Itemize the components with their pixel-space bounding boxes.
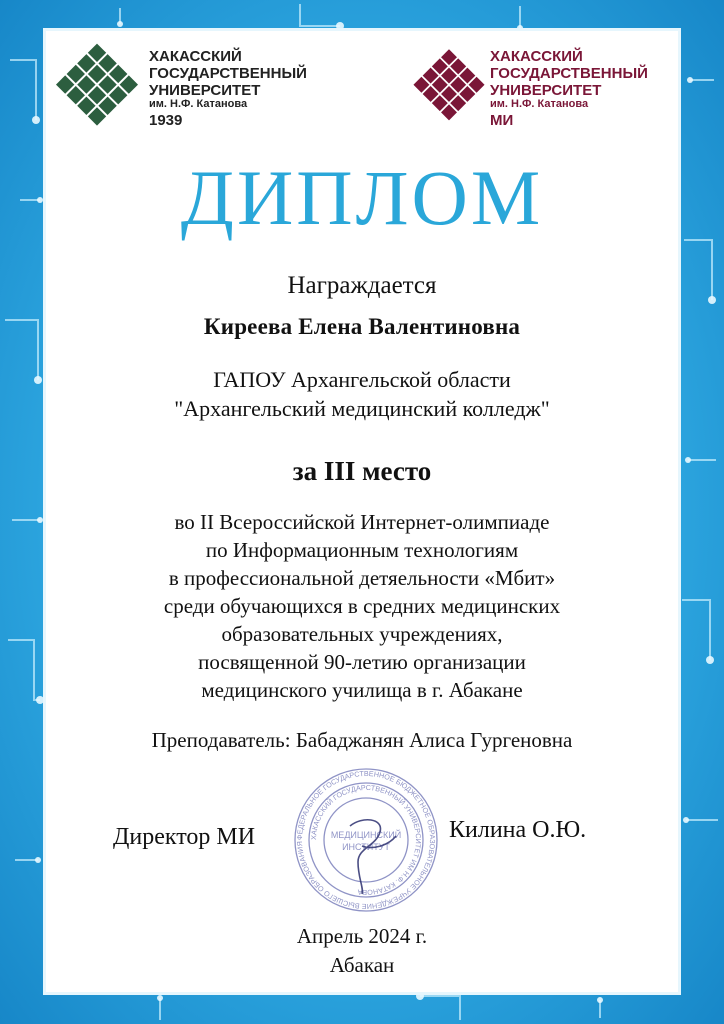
- logo-text-line: УНИВЕРСИТЕТ: [490, 82, 602, 99]
- logo-text-line: ГОСУДАРСТВЕННЫЙ: [149, 65, 307, 82]
- description-line: среди обучающихся в средних медицинских: [163, 594, 561, 618]
- description-line: посвященной 90-летию организации: [198, 650, 526, 674]
- issue-date: Апрель 2024 г.: [296, 924, 428, 948]
- logo-year: 1939: [149, 112, 183, 129]
- university-emblem-icon: [52, 41, 142, 131]
- logo-text-line: ХАКАССКИЙ: [490, 48, 583, 65]
- stamp-center-line: ИНСТИТУТ: [342, 842, 390, 852]
- university-logo-right: [410, 41, 678, 131]
- description-line: в профессиональной детяельности «Мбит»: [168, 566, 556, 590]
- logo-text-line: ГОСУДАРСТВЕННЫЙ: [490, 65, 648, 82]
- description-line: во II Всероссийской Интернет-олимпиаде: [174, 510, 550, 534]
- director-label: Директор МИ: [113, 824, 256, 850]
- stamp-center-line: МЕДИЦИНСКИЙ: [330, 830, 402, 840]
- stamp-middle-text: ХАКАССКИЙ ГОСУДАРСТВЕННЫЙ УНИВЕРСИТЕТ ИМ Н.Ф. КАТАНОВА: [308, 782, 424, 898]
- awarded-label: Награждается: [287, 272, 437, 299]
- diploma-title: ДИПЛОМ: [180, 154, 544, 241]
- place-awarded: за III место: [292, 456, 432, 486]
- issue-city: Абакан: [329, 953, 395, 977]
- director-name: Килина О.Ю.: [449, 817, 587, 843]
- organization-line: "Архангельский медицинский колледж": [174, 396, 550, 421]
- recipient-name: Киреева Елена Валентиновна: [203, 314, 521, 339]
- logo-text-line: им. Н.Ф. Катанова: [490, 98, 589, 110]
- official-stamp: [292, 766, 440, 914]
- stamp-outer-text: ФЕДЕРАЛЬНОЕ ГОСУДАРСТВЕННОЕ БЮДЖЕТНОЕ ОБРАЗОВАТЕЛЬНОЕ УЧРЕЖДЕНИЕ ВЫСШЕГО ОБРАЗОВАНИЯ: [294, 768, 438, 912]
- logo-text-line: им. Н.Ф. Катанова: [149, 98, 248, 110]
- logo-text-line: ХАКАССКИЙ: [149, 48, 242, 65]
- description-line: по Информационным технологиям: [205, 538, 519, 562]
- description-line: образовательных учреждениях,: [221, 622, 503, 646]
- university-logo-left: [52, 41, 352, 131]
- teacher-line: Преподаватель: Бабаджанян Алиса Гургеновна: [151, 728, 573, 752]
- description-line: медицинского училища в г. Абакане: [201, 678, 523, 702]
- institute-emblem-icon: [410, 41, 488, 131]
- logo-institute-abbr: МИ: [490, 112, 514, 129]
- logo-text-line: УНИВЕРСИТЕТ: [149, 82, 261, 99]
- diploma-paper: [46, 31, 678, 992]
- organization-line: ГАПОУ Архангельской области: [213, 367, 511, 392]
